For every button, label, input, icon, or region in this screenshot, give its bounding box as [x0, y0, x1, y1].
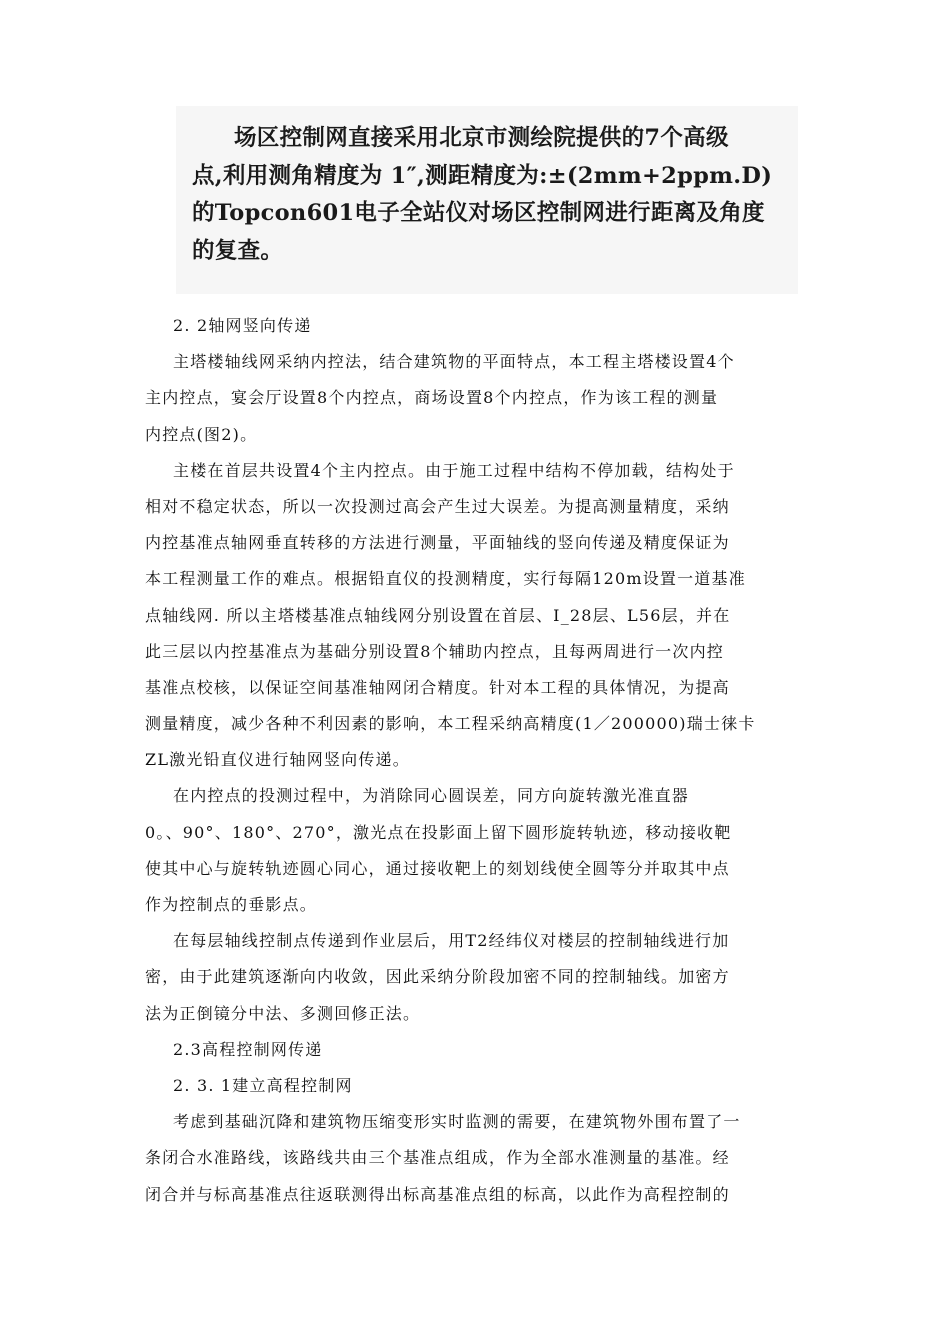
paragraph-line: 在每层轴线控制点传递到作业层后，用T2经纬仪对楼层的控制轴线进行加 [173, 931, 730, 951]
paragraph-line: ZL激光铅直仪进行轴网竖向传递。 [145, 750, 410, 770]
paragraph-line: 本工程测量工作的难点。根据铅直仪的投测精度，实行每隔120m设置一道基准 [145, 569, 746, 589]
scan-line: 场区控制网直接采用北京市测绘院提供的7个高级 [234, 125, 729, 151]
body-text [145, 308, 810, 1213]
section-heading-2-3: 2.3高程控制网传递 [173, 1039, 323, 1059]
section-heading-2-3-1: 2. 3. 1建立高程控制网 [173, 1075, 353, 1095]
paragraph-line: 考虑到基础沉降和建筑物压缩变形实时监测的需要，在建筑物外围布置了一 [173, 1112, 741, 1132]
paragraph-line: 内控点(图2)。 [145, 424, 258, 444]
paragraph-line: 内控基准点轴网垂直转移的方法进行测量，平面轴线的竖向传递及精度保证为 [145, 533, 730, 553]
paragraph-line: 0。、90°、180°、270°，激光点在投影面上留下圆形旋转轨迹，移动接收靶 [145, 822, 732, 842]
paragraph-line: 相对不稳定状态，所以一次投测过高会产生过大误差。为提高测量精度，采纳 [145, 496, 730, 516]
paragraph-line: 在内控点的投测过程中，为消除同心圆误差，同方向旋转激光准直器 [173, 786, 690, 806]
paragraph-line: 点轴线网. 所以主塔楼基准点轴线网分别设置在首层、I_28层、L56层，并在 [145, 605, 731, 625]
paragraph-line: 测量精度，减少各种不利因素的影响，本工程采纳高精度(1／200000)瑞士徕卡 [145, 714, 756, 734]
paragraph-line: 使其中心与旋转轨迹圆心同心，通过接收靶上的刻划线使全圆等分并取其中点 [145, 858, 730, 878]
paragraph-line: 作为控制点的垂影点。 [145, 895, 318, 914]
paragraph-line: 主塔楼轴线网采纳内控法，结合建筑物的平面特点，本工程主塔楼设置4个 [173, 352, 735, 372]
scanned-excerpt [192, 120, 792, 270]
paragraph-line: 密，由于此建筑逐渐向内收敛，因此采纳分阶段加密不同的控制轴线。加密方 [145, 967, 730, 987]
paragraph-line: 条闭合水准路线，该路线共由三个基准点组成，作为全部水准测量的基准。经 [145, 1148, 730, 1168]
scan-line: 的Topcon601电子全站仪对场区控制网进行距离及角度 [192, 200, 765, 226]
scan-line: 点,利用测角精度为 1″,测距精度为:±(2mm+2ppm.D) [192, 162, 773, 189]
paragraph-line: 基准点校核，以保证空间基准轴网闭合精度。针对本工程的具体情况，为提高 [145, 677, 730, 697]
scan-line: 的复查。 [192, 237, 284, 264]
paragraph-line: 主内控点，宴会厅设置8个内控点，商场设置8个内控点，作为该工程的测量 [145, 388, 719, 408]
paragraph-line: 主楼在首层共设置4个主内控点。由于施工过程中结构不停加载，结构处于 [173, 460, 735, 480]
section-heading-2-2: 2. 2轴网竖向传递 [173, 316, 312, 335]
paragraph-line: 闭合并与标高基准点往返联测得出标高基准点组的标高，以此作为高程控制的 [145, 1184, 730, 1204]
paragraph-line: 法为正倒镜分中法、多测回修正法。 [145, 1003, 421, 1023]
paragraph-line: 此三层以内控基准点为基础分别设置8个辅助内控点，且每两周进行一次内控 [145, 641, 724, 661]
